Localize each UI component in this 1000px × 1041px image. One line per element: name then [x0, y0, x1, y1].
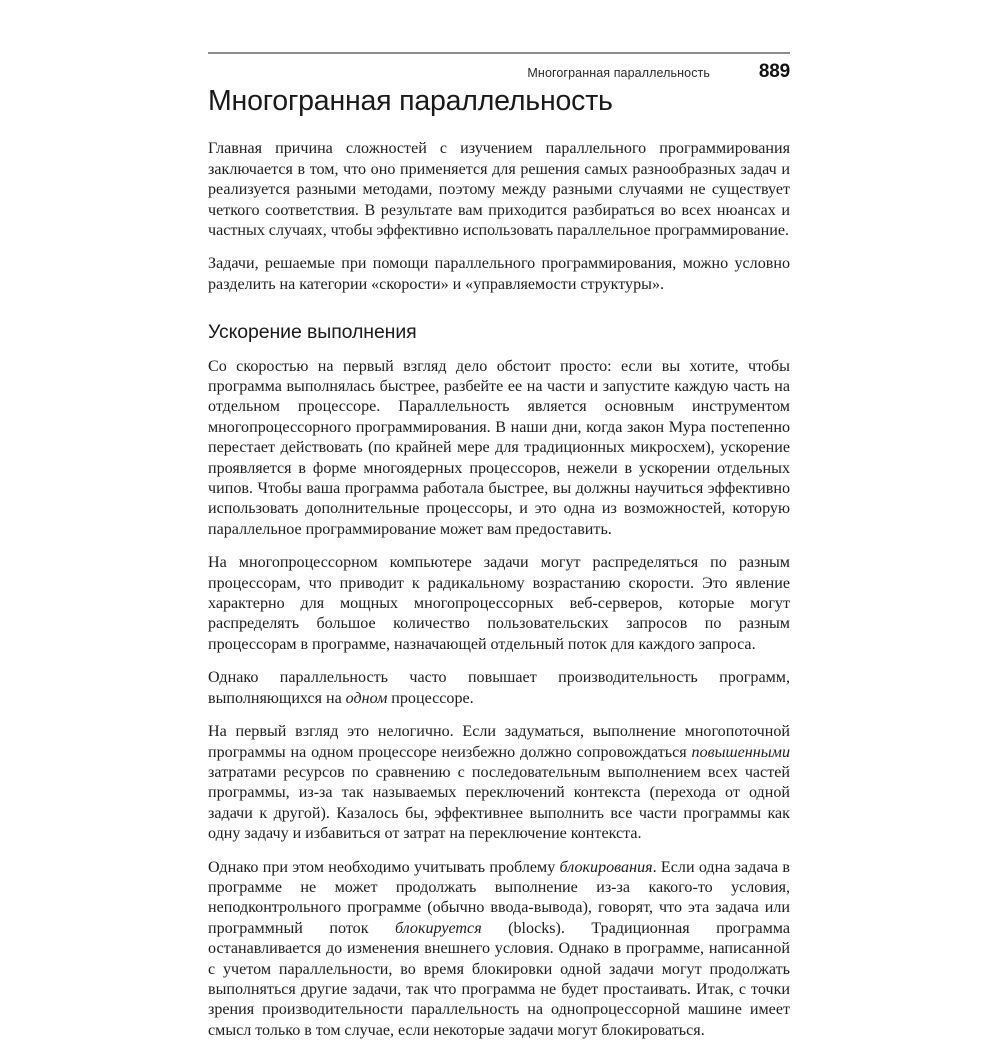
paragraph-4: На многопроцессорном компьютере задачи могут распределяться по разным процессорам, что приводит к радикальному возрастанию скорости. Это явление характерно для мощных многопроцессорных веб-серверов, которые могут распределять большое количество пользовательских запросов по разным процессорам в программе, назначающей отдельный поток для каждого запроса. [208, 554, 790, 653]
paragraph-7-text-a: Однако при этом необходимо учитывать проблему [208, 858, 560, 876]
paragraph-5-text-b: процессоре. [387, 689, 474, 707]
paragraph-1: Главная причина сложностей с изучением параллельного программирования заключается в том, что оно применяется для решения самых разнообразных задач и реализуется разными методами, поэтому между разными случаями не существует четкого соответствия. В результате вам приходится разбираться во всех нюансах и частных случаях, чтобы эффективно использовать параллельное программирование. [208, 140, 790, 239]
text-column [208, 86, 790, 1041]
paragraph-7-text-c: (blocks). Традиционная программа останавливается до изменения внешнего условия. Однако в программе, написанной с учетом параллельности, во время блокировки одной задачи могут продолжать выполняться другие задачи, так что программа не будет простаивать. Итак, с точки зрения производительности параллельность на однопроцессорной машине имеет смысл только в том случае, если некоторые задачи могут блокироваться. [208, 919, 790, 1039]
section-title-speedup: Ускорение выполнения [208, 321, 417, 344]
header-line [208, 61, 790, 83]
chapter-title: Многогранная параллельность [208, 85, 613, 117]
running-header [208, 52, 790, 83]
paragraph-5-text-a: Однако параллельность часто повышает производительность программ, выполняющихся на [208, 669, 790, 707]
page-number: 889 [758, 61, 790, 82]
paragraph-7 [208, 858, 790, 1041]
paragraph-5-emphasis-odnom: одном [345, 689, 388, 707]
running-header-title: Многогранная параллельность [527, 66, 710, 80]
header-rule [208, 52, 790, 54]
paragraph-6 [208, 722, 790, 844]
paragraph-2: Задачи, решаемые при помощи параллельного программирования, можно условно разделить на категории «скорости» и «управляемости структуры». [208, 255, 790, 293]
paragraph-7-text-b: . Если одна задача в программе не может продолжать выполнение из-за какого-то условия, неподконтрольного программе (обычно ввода-вывода), говорят, что эта задача или программный поток [208, 858, 791, 937]
paragraph-6-emphasis-povyshennymi: повышенными [691, 743, 790, 761]
paragraph-7-emphasis-blokirovaniya: блокирования [559, 858, 653, 876]
paragraph-5 [208, 668, 790, 709]
paragraph-3: Со скоростью на первый взгляд дело обстоит просто: если вы хотите, чтобы программа выполнялась быстрее, разбейте ее на части и запустите каждую часть на отдельном процессоре. Параллельность является основным инструментом многопроцессорного программирования. В наши дни, когда закон Мура постепенно перестает действовать (по крайней мере для традиционных микросхем), ускорение проявляется в форме многоядерных процессоров, нежели в ускорении отдельных чипов. Чтобы ваша программа работала быстрее, вы должны научиться эффективно использовать дополнительные процессоры, и это одна из возможностей, которую параллельное программирование может вам предоставить. [208, 357, 790, 538]
paragraph-6-text-a: На первый взгляд это нелогично. Если задуматься, выполнение многопоточной программы на одном процессоре неизбежно должно сопровождаться [208, 723, 790, 761]
paragraph-7-emphasis-blokiruetsya: блокируется [394, 919, 482, 937]
paragraph-6-text-b: затратами ресурсов по сравнению с последовательным выполнением всех частей программы, из-за так называемых переключений контекста (перехода от одной задачи к другой). Казалось бы, эффективнее выполнить все части программы как одну задачу и избавиться от затрат на переключение контекста. [208, 763, 790, 843]
